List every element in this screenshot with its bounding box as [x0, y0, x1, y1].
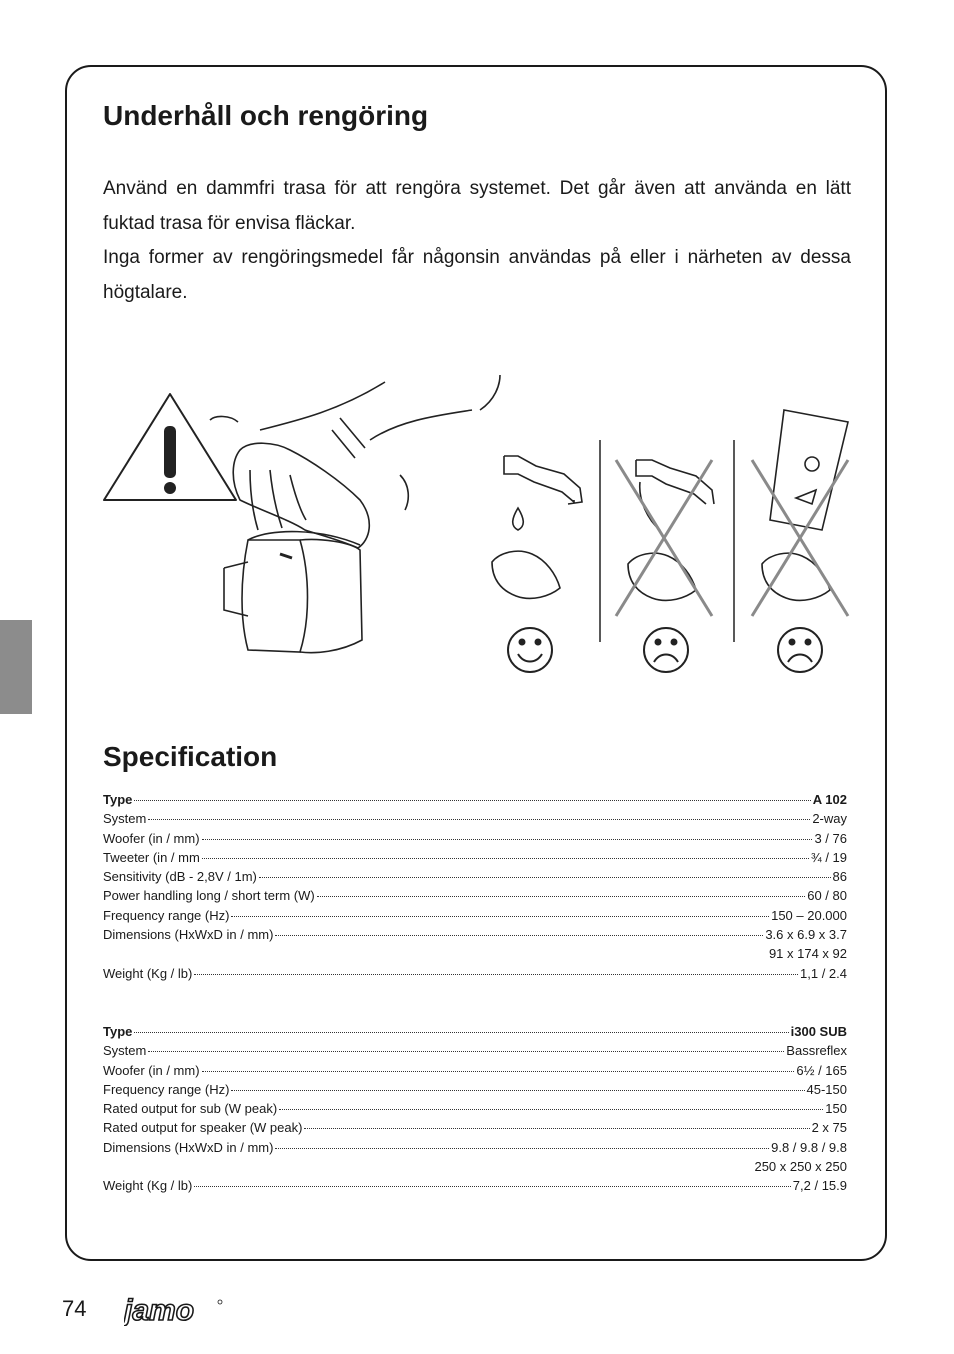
- spec-row: [103, 809, 847, 828]
- dot-leader: [202, 839, 813, 840]
- spec-row: [103, 906, 847, 925]
- spec-value: 6½ / 165: [796, 1062, 847, 1078]
- spec-label: Frequency range (Hz): [103, 907, 230, 923]
- dot-leader: [202, 1071, 795, 1072]
- spec-row: [103, 1138, 847, 1157]
- spec-label: Weight (Kg / lb): [103, 965, 193, 981]
- cross-marks: [616, 460, 848, 616]
- spec-table-a102: [103, 790, 847, 983]
- dot-leader: [304, 1128, 809, 1129]
- spec-label: Rated output for sub (W peak): [103, 1101, 278, 1117]
- spec-row: [103, 848, 847, 867]
- specification-title: Specification: [103, 741, 278, 772]
- spec-row: [103, 790, 847, 809]
- spec-table-i300-sub: [103, 1022, 847, 1196]
- dot-leader: [134, 1032, 788, 1033]
- spec-label: Weight (Kg / lb): [103, 1178, 193, 1194]
- spec-label: Type: [103, 1024, 133, 1039]
- spec-row: [103, 1176, 847, 1195]
- spec-label: Frequency range (Hz): [103, 1081, 230, 1097]
- maintenance-paragraph-2: Inga former av rengöringsmedel får någonsin användas på eller i närheten av dessa högtalare.: [103, 247, 851, 303]
- spec-row: [103, 886, 847, 905]
- smiley-sad-icon: [778, 628, 822, 672]
- spec-label: Tweeter (in / mm: [103, 849, 200, 865]
- spec-row: [103, 1022, 847, 1041]
- page-number: 74: [62, 1296, 87, 1321]
- spec-value: 91 x 174 x 92: [768, 946, 847, 962]
- spec-row: [103, 1080, 847, 1099]
- spec-value: 250 x 250 x 250: [754, 1159, 847, 1175]
- spec-value: A 102: [812, 792, 847, 807]
- solvent-bottle-drawing: [762, 410, 848, 600]
- spec-value: 150 – 20.000: [771, 907, 847, 923]
- spec-row: [103, 1099, 847, 1118]
- spec-value: 150: [825, 1101, 847, 1117]
- dot-leader: [259, 877, 831, 878]
- smiley-happy-icon: [508, 628, 552, 672]
- spec-value: 2 x 75: [811, 1120, 847, 1136]
- dot-leader: [317, 896, 806, 897]
- spec-label: Type: [103, 792, 133, 807]
- spec-value: 86: [832, 869, 847, 885]
- spec-value: 1,1 / 2.4: [800, 965, 847, 981]
- dot-leader: [275, 1148, 769, 1149]
- svg-text:jamo: jamo: [124, 1296, 195, 1326]
- section-tab: [0, 620, 32, 714]
- spec-value: 2-way: [812, 811, 847, 827]
- jamo-logo: [124, 1296, 224, 1326]
- maintenance-text: [103, 172, 851, 310]
- spec-row-continuation: [103, 944, 847, 963]
- water-cloth-drawing: [492, 456, 582, 598]
- spec-row-continuation: [103, 1157, 847, 1176]
- spec-label: Dimensions (HxWxD in / mm): [103, 927, 274, 943]
- spec-label: Power handling long / short term (W): [103, 888, 315, 904]
- spec-value: 60 / 80: [807, 888, 847, 904]
- spec-value: Bassreflex: [786, 1043, 847, 1059]
- dot-leader: [279, 1109, 823, 1110]
- dot-leader: [134, 800, 810, 801]
- dot-leader: [194, 1186, 790, 1187]
- dot-leader: [231, 1090, 804, 1091]
- spec-row: [103, 867, 847, 886]
- dot-leader: [275, 935, 763, 936]
- spec-label: System: [103, 1043, 147, 1059]
- spec-row: [103, 1118, 847, 1137]
- maintenance-paragraph-1: Använd en dammfri trasa för att rengöra systemet. Det går även att använda en lätt fuktad trasa för envisa fläckar.: [103, 178, 851, 234]
- spec-label: System: [103, 811, 147, 827]
- warning-triangle-icon: [104, 394, 236, 500]
- spec-value: i300 SUB: [790, 1024, 847, 1039]
- speaker-cleaning-drawing: [210, 375, 500, 653]
- dot-leader: [194, 974, 798, 975]
- spec-label: Rated output for speaker (W peak): [103, 1120, 303, 1136]
- spec-value: 3 / 76: [814, 830, 847, 846]
- chemical-cloth-drawing: [628, 460, 714, 600]
- spec-row: [103, 925, 847, 944]
- dot-leader: [231, 916, 769, 917]
- spec-value: 45-150: [806, 1081, 847, 1097]
- spec-value: 3.6 x 6.9 x 3.7: [765, 927, 847, 943]
- smiley-sad-icon: [644, 628, 688, 672]
- dot-leader: [148, 1051, 784, 1052]
- dot-leader: [148, 819, 810, 820]
- spec-value: 7,2 / 15.9: [792, 1178, 847, 1194]
- spec-label: Woofer (in / mm): [103, 830, 200, 846]
- spec-value: 9.8 / 9.8 / 9.8: [771, 1139, 847, 1155]
- spec-row: [103, 964, 847, 983]
- spec-label: Woofer (in / mm): [103, 1062, 200, 1078]
- spec-row: [103, 829, 847, 848]
- spec-label: Dimensions (HxWxD in / mm): [103, 1139, 274, 1155]
- spec-label: Sensitivity (dB - 2,8V / 1m): [103, 869, 257, 885]
- maintenance-title: Underhåll och rengöring: [103, 100, 429, 131]
- spec-row: [103, 1061, 847, 1080]
- cleaning-illustration: [100, 370, 860, 680]
- dot-leader: [202, 858, 809, 859]
- spec-value: ¾ / 19: [810, 849, 847, 865]
- spec-row: [103, 1041, 847, 1060]
